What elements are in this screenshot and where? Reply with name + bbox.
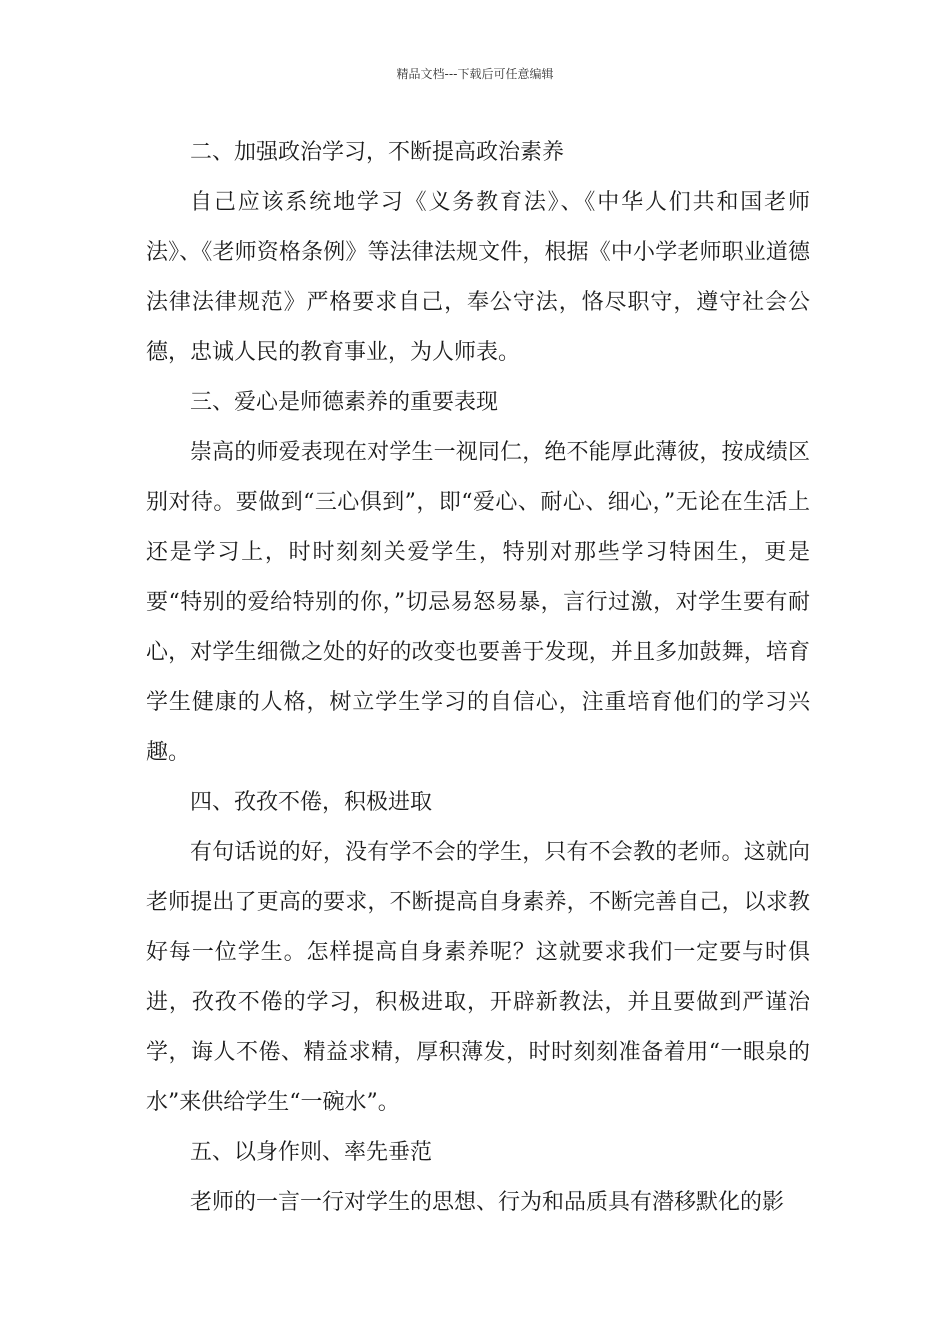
paragraph: 有句话说的好，没有学不会的学生，只有不会教的老师。这就向老师提出了更高的要求，不断提高自身素养，不断完善自己，以求教好每一位学生。怎样提高自身素养呢？这就要求我们一定要与时俱进，孜孜不倦的学习，积极进取，开辟新教法，并且要做到严谨治学，诲人不倦、精益求精，厚积薄发，时时刻刻准备着用“一眼泉的水”来供给学生“一碗水”。 — [146, 840, 810, 1115]
paragraph: 老师的一言一行对学生的思想、行为和品质具有潜移默化的影 — [190, 1190, 785, 1215]
document-body — [146, 128, 810, 1228]
paragraph: 自己应该系统地学习《义务教育法》、《中华人们共和国老师法》、《老师资格条例》等法律法规文件，根据《中小学老师职业道德法律法律规范》严格要求自己，奉公守法，恪尽职守，遵守社会公德，忠诚人民的教育事业，为人师表。 — [146, 190, 810, 365]
section-heading-3: 三、爱心是师德素养的重要表现 — [190, 390, 499, 415]
section-heading-4: 四、孜孜不倦，积极进取 — [190, 790, 433, 815]
section-heading-2: 二、加强政治学习，不断提高政治素养 — [190, 140, 565, 165]
page-header: 精品文档---下载后可任意编辑 — [396, 67, 554, 81]
paragraph: 崇高的师爱表现在对学生一视同仁，绝不能厚此薄彼，按成绩区别对待。要做到“三心俱到”，即“爱心、耐心、细心，”无论在生活上还是学习上，时时刻刻关爱学生，特别对那些学习特困生，更是要“特别的爱给特别的你，”切忌易怒易暴，言行过激，对学生要有耐心，对学生细微之处的好的改变也要善于发现，并且多加鼓舞，培育学生健康的人格，树立学生学习的自信心，注重培育他们的学习兴趣。 — [146, 440, 810, 765]
section-heading-5: 五、以身作则、率先垂范 — [190, 1140, 433, 1165]
